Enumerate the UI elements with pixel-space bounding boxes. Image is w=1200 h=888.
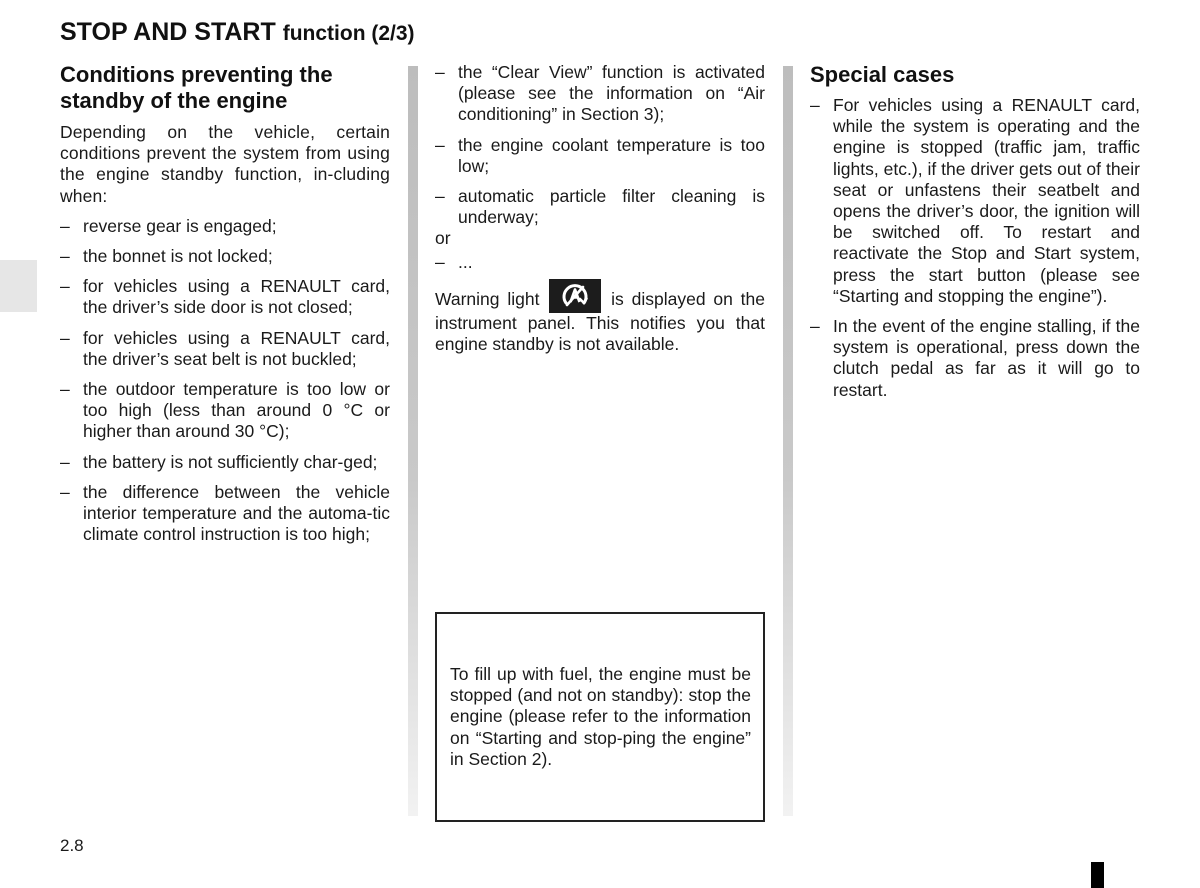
column-divider-right xyxy=(783,66,793,816)
special-cases-list xyxy=(810,95,1140,401)
list-item: – the engine coolant temperature is too low; xyxy=(435,135,765,177)
page-title-sub: function (2/3) xyxy=(282,22,415,45)
page-title xyxy=(60,18,415,47)
conditions-list-continued xyxy=(435,62,765,228)
warning-light-paragraph xyxy=(435,287,765,355)
list-item: – the “Clear View” function is activated (please see the information on “Air conditioning” in Section 3); xyxy=(435,62,765,126)
list-item: – In the event of the engine stalling, if the system is operational, press down the clutch pedal as far as it will go to restart. xyxy=(810,316,1140,401)
special-cases-heading: Special cases xyxy=(810,62,955,87)
conditions-list xyxy=(60,216,390,546)
list-item: – for vehicles using a RENAULT card, the driver’s side door is not closed; xyxy=(60,276,390,318)
stop-start-unavailable-icon xyxy=(549,279,601,313)
ellipsis-item: – ... xyxy=(435,252,765,273)
list-item: – automatic particle filter cleaning is underway; xyxy=(435,186,765,228)
warning-text-before: Warning light xyxy=(435,288,540,309)
list-item: – the outdoor temperature is too low or too high (less than around 0 °C or higher than around 30 °C); xyxy=(60,379,390,443)
list-item: – For vehicles using a RENAULT card, while the system is operating and the engine is stopped (traffic jam, traffic lights, etc.), if the driver gets out of their seat or unfastens their seatbelt and opens the driver’s door, the ignition will be switched off. To restart and reactivate the Stop and Start system, press the start button (please see “Starting and stopping the engine”). xyxy=(810,95,1140,307)
fuel-note-box xyxy=(435,612,765,822)
or-text: or xyxy=(435,228,451,249)
list-item: – for vehicles using a RENAULT card, the driver’s seat belt is not buckled; xyxy=(60,328,390,370)
column-divider-left xyxy=(408,66,418,816)
list-item: – reverse gear is engaged; xyxy=(60,216,390,237)
conditions-heading: Conditions preventing the standby of the engine xyxy=(60,62,333,113)
warning-text-after: is displayed on the instrument panel. This notifies you that engine standby is not available. xyxy=(435,288,765,355)
left-column xyxy=(60,62,390,554)
list-item: – the battery is not sufficiently char-ged; xyxy=(60,452,390,473)
page-edge-marker xyxy=(1091,862,1104,888)
right-column xyxy=(810,62,1140,410)
page-number: 2.8 xyxy=(60,836,84,855)
section-tab-marker xyxy=(0,260,37,312)
page-title-main: STOP AND START xyxy=(60,18,276,46)
middle-column xyxy=(435,62,765,355)
list-item: – the bonnet is not locked; xyxy=(60,246,390,267)
fuel-note-text: To fill up with fuel, the engine must be stopped (and not on standby): stop the engine (please refer to the information on “Starting and stop-ping the engine” in Section 2). xyxy=(450,663,751,769)
list-item: – the difference between the vehicle interior temperature and the automa-tic climate control instruction is too high; xyxy=(60,482,390,546)
conditions-intro: Depending on the vehicle, certain conditions prevent the system from using the engine standby function, in-cluding when: xyxy=(60,122,390,206)
